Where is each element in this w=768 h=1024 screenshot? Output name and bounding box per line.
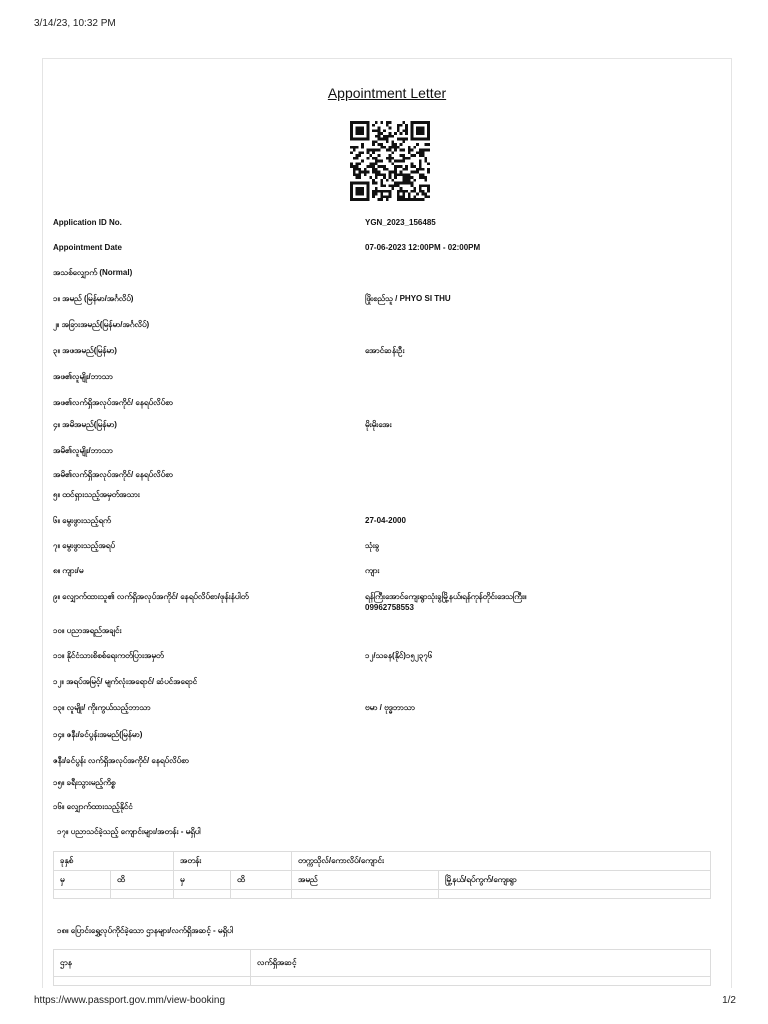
education-table bbox=[53, 851, 711, 899]
print-header-datetime: 3/14/23, 10:32 PM bbox=[34, 18, 116, 29]
detail-label: ၆။ မွေးဖွားသည့်ရက် bbox=[53, 516, 111, 525]
detail-label: ၂။ အခြားအမည်(မြန်မာ/အင်္ဂလိပ်) bbox=[53, 320, 150, 329]
education-sub-township: မြို့နယ်/ရပ်ကွက်/ကျေးရွာ bbox=[439, 871, 711, 890]
education-sub-to-2: ထိ bbox=[231, 871, 292, 890]
education-heading: ၁၇။ ပညာသင်ခဲ့သည့် ကျောင်းများ/အတန်း - မရှိပါ bbox=[57, 827, 201, 836]
detail-label: အမိ၏လူမျိုး/ဘာသာ bbox=[53, 446, 113, 455]
detail-value: 27-04-2000 bbox=[365, 516, 406, 525]
detail-label: ၈။ ကျား/မ bbox=[53, 566, 84, 575]
detail-label: အဖ၏လက်ရှိအလုပ်အကိုင်/ နေရပ်လိပ်စာ bbox=[53, 398, 173, 407]
detail-label: ၁၆။ လျှောက်ထားသည့်နိုင်ငံ bbox=[53, 802, 133, 811]
detail-label: ၁၀။ ပညာအရည်အချင်း bbox=[53, 626, 122, 635]
letter-title: Appointment Letter bbox=[327, 85, 447, 101]
education-cell bbox=[111, 890, 174, 899]
detail-value: 07-06-2023 12:00PM - 02:00PM bbox=[365, 243, 481, 252]
education-header-grade: အတန်း bbox=[174, 852, 292, 871]
education-cell bbox=[292, 890, 439, 899]
detail-value: သုံးခွ bbox=[365, 541, 380, 550]
education-sub-from: မှ bbox=[54, 871, 111, 890]
detail-value-phone: 09962758553 bbox=[365, 603, 414, 612]
employment-table bbox=[53, 949, 711, 986]
detail-label: အမိ၏လက်ရှိအလုပ်အကိုင်/ နေရပ်လိပ်စာ bbox=[53, 470, 173, 479]
detail-value: ၁၂/သခန(နိုင်)၁၅၂၃၇၆ bbox=[365, 651, 433, 660]
detail-value: ဗမာ / ဗုဒ္ဓဘာသာ bbox=[365, 703, 415, 712]
detail-label: ၃။ အဖအမည်(မြန်မာ) bbox=[53, 346, 117, 355]
employment-header-rank: လက်ရှိအဆင့် bbox=[251, 950, 711, 977]
appointment-letter-card bbox=[42, 58, 732, 988]
employment-cell bbox=[54, 977, 251, 986]
education-cell bbox=[174, 890, 231, 899]
education-cell bbox=[54, 890, 111, 899]
education-cell bbox=[439, 890, 711, 899]
detail-value: မိုးမိုးအေး bbox=[365, 420, 392, 429]
employment-header-department: ဌာန bbox=[54, 950, 251, 977]
detail-label: ၇။ မွေးဖွားသည့်အရပ် bbox=[53, 541, 115, 550]
education-header-year: ခုနှစ် bbox=[54, 852, 174, 871]
detail-label: ၁၁။ နိုင်ငံသားစိစစ်ရေးကတ်ပြားအမှတ် bbox=[53, 651, 164, 660]
detail-label: ၅။ ထင်ရှားသည့်အမှတ်အသား bbox=[53, 490, 140, 499]
detail-label: ၁၄။ ဇနီး/ခင်ပွန်းအမည်(မြန်မာ) bbox=[53, 730, 143, 739]
education-header-school: တက္ကသိုလ်/ကောလိပ်/ကျောင်း bbox=[292, 852, 711, 871]
detail-value: ရန်ကြီးအောင်ကျေးရွာသုံးခွမြို့နယ်၊ရန်ကုန်တိုင်းဒေသကြီး။ bbox=[365, 592, 527, 601]
employment-cell bbox=[251, 977, 711, 986]
detail-value: ဖြိုးစည်သူ / PHYO SI THU bbox=[365, 294, 451, 303]
detail-label: Appointment Date bbox=[53, 243, 122, 252]
education-sub-to: ထိ bbox=[111, 871, 174, 890]
detail-label: အဖ၏လူမျိုး/ဘာသာ bbox=[53, 372, 113, 381]
detail-label: Application ID No. bbox=[53, 218, 122, 227]
qr-code-image bbox=[350, 121, 430, 201]
detail-label: ဇနီး/ခင်ပွန်း လက်ရှိအလုပ်အကိုင်/ နေရပ်လိပ်စာ bbox=[53, 756, 189, 765]
detail-label: ၁။ အမည် (မြန်မာ/အင်္ဂလိပ်) bbox=[53, 294, 134, 303]
detail-label: ၁၃။ လူမျိုး/ ကိုးကွယ်သည့်ဘာသာ bbox=[53, 703, 151, 712]
detail-label: ၉။ လျှောက်ထားသူ၏ လက်ရှိအလုပ်အကိုင်/ နေရပ်လိပ်စာ/ဖုန်းနံပါတ် bbox=[53, 592, 249, 601]
education-cell bbox=[231, 890, 292, 899]
detail-label: အသစ်လျှောက် (Normal) bbox=[53, 268, 133, 277]
education-sub-from-2: မှ bbox=[174, 871, 231, 890]
detail-value: ကျား bbox=[365, 566, 380, 575]
detail-label: ၄။ အမိအမည်(မြန်မာ) bbox=[53, 420, 117, 429]
education-sub-name: အမည် bbox=[292, 871, 439, 890]
detail-label: ၁၅။ ခရီးသွားမည့်ကိစ္စ bbox=[53, 778, 116, 787]
employment-heading: ၁၈။ ပြောင်းရွှေ့လုပ်ကိုင်ခဲ့သော ဌာနများ/လက်ရှိအဆင့် - မရှိပါ bbox=[57, 926, 233, 935]
print-footer-page-number: 1/2 bbox=[722, 995, 736, 1006]
print-footer-url: https://www.passport.gov.mm/view-booking bbox=[34, 995, 226, 1006]
detail-value: အောင်ဆန်းဦး bbox=[365, 346, 405, 355]
detail-value: YGN_2023_156485 bbox=[365, 218, 436, 227]
detail-label: ၁၂။ အရပ်အမြင့်/ မျက်လုံးအရောင်/ ဆံပင်အရောင် bbox=[53, 677, 198, 686]
